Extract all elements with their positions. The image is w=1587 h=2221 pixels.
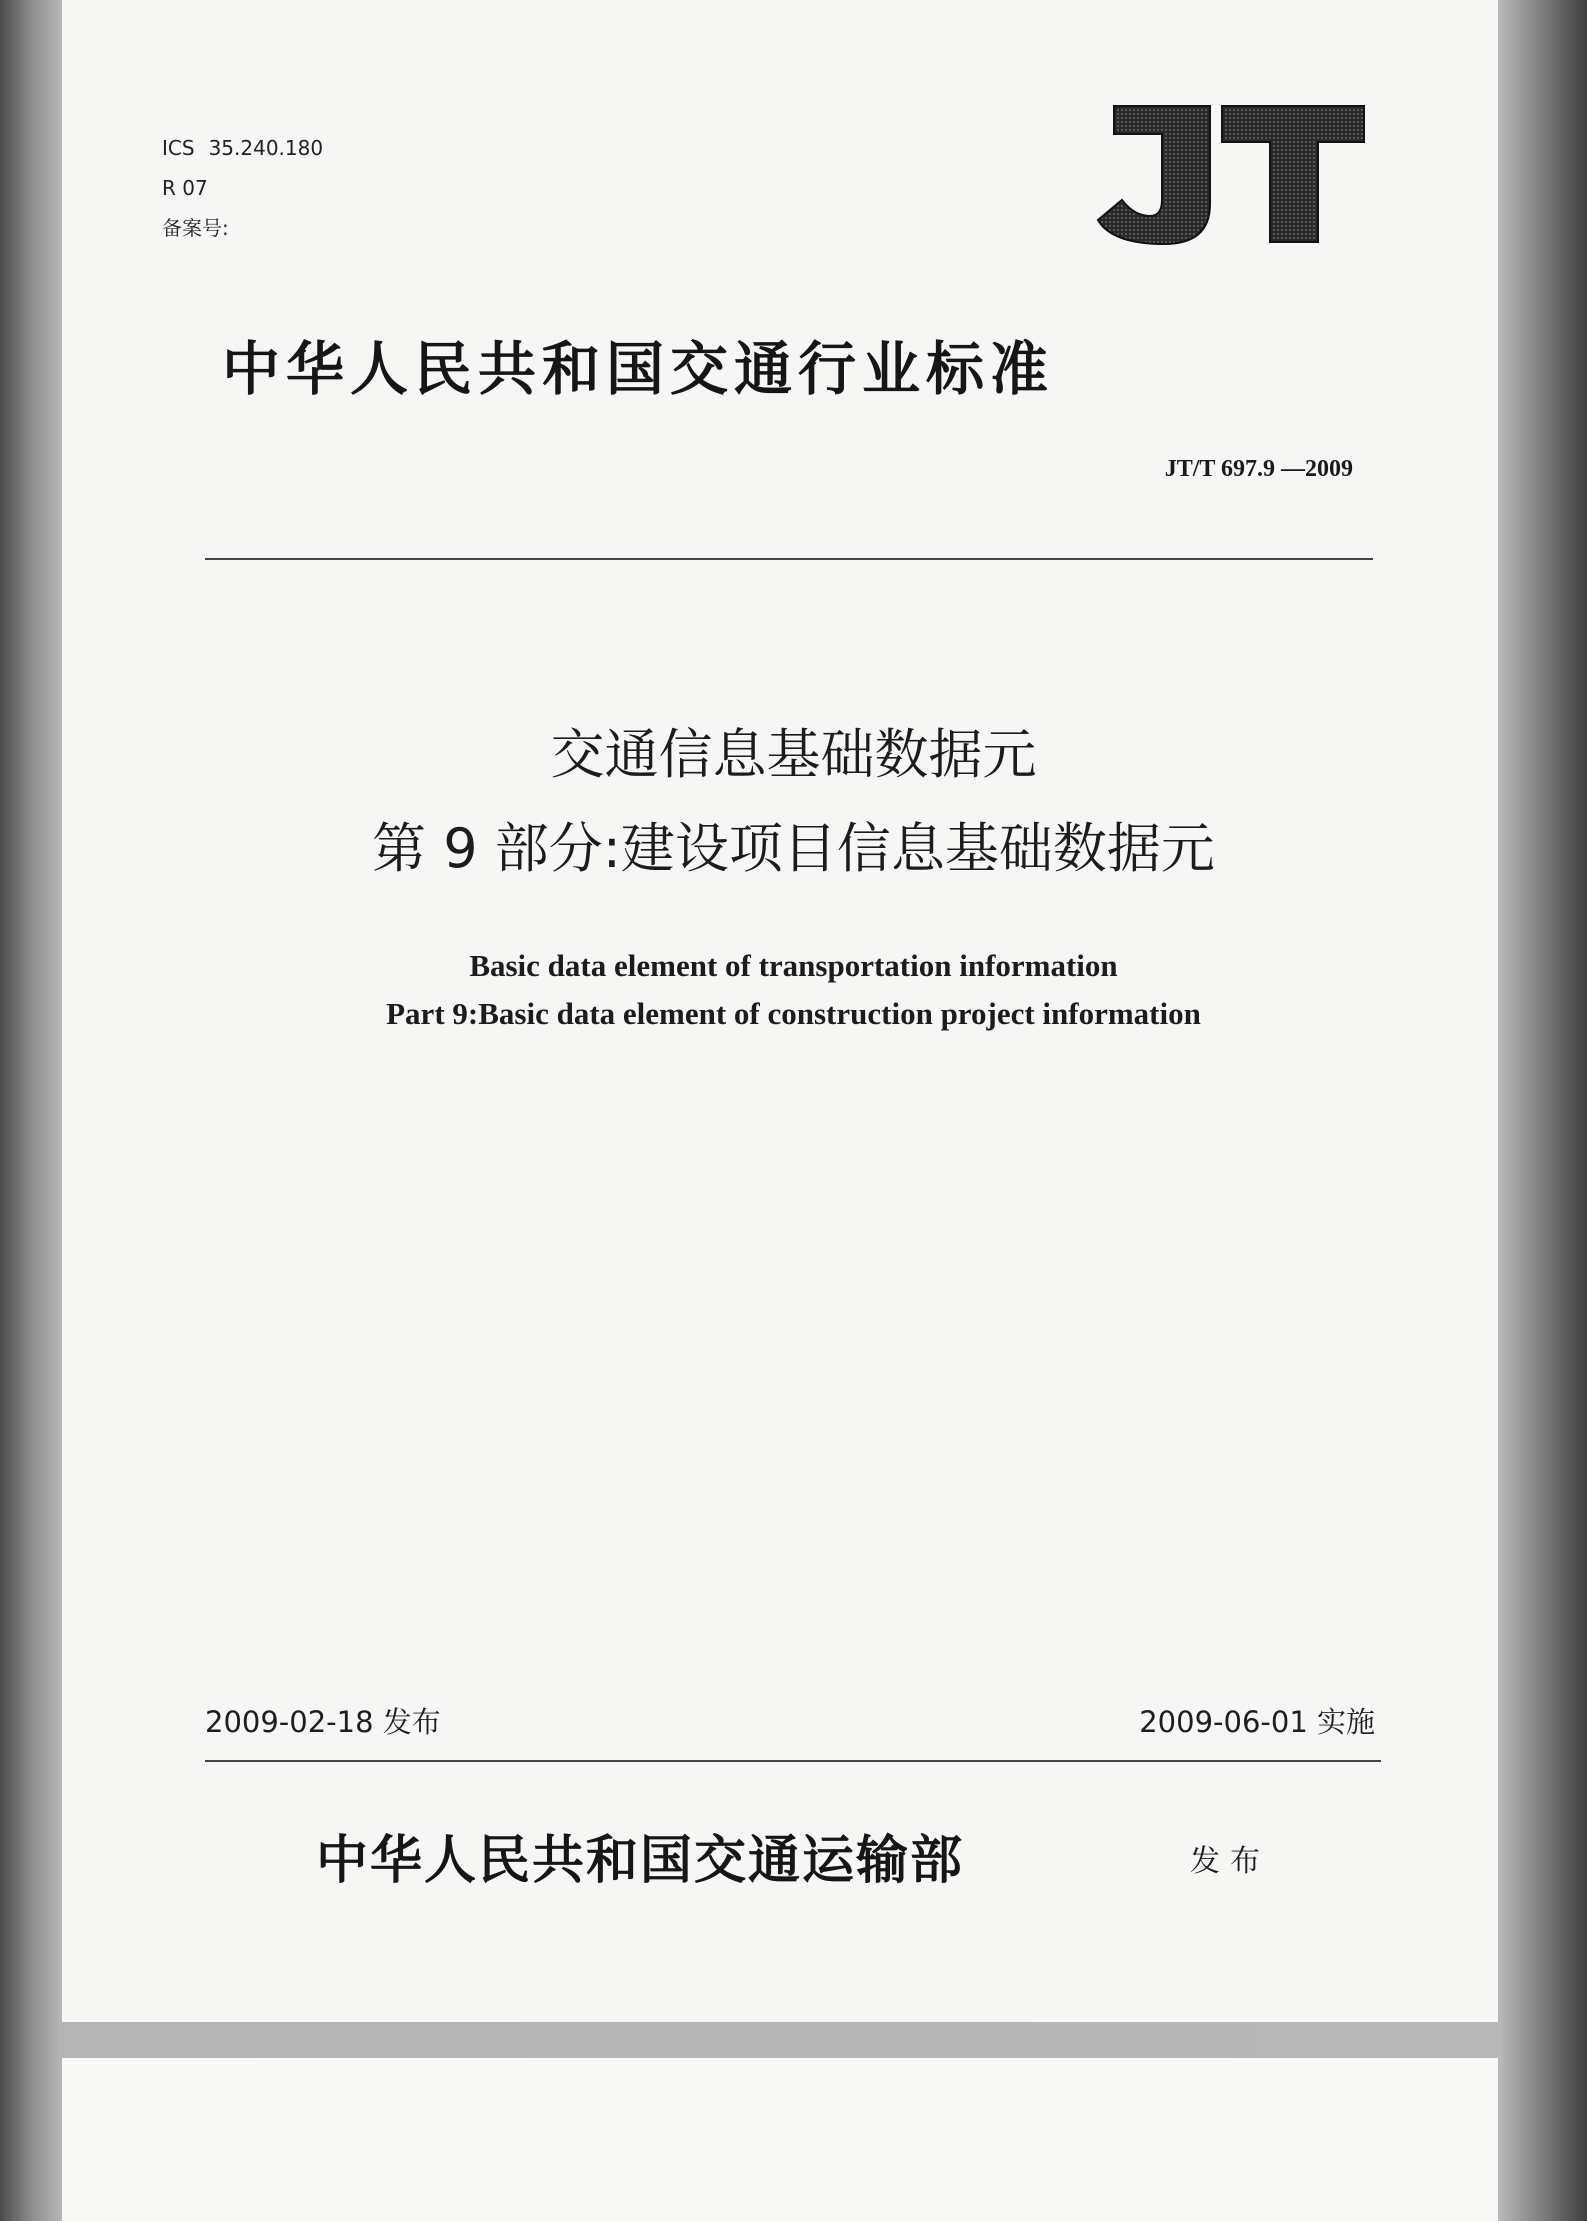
issuing-authority: 中华人民共和国交通运输部 (316, 1830, 965, 1891)
effective-date: 2009-06-01 实施 (1139, 1705, 1375, 1739)
english-title-line-2: Part 9:Basic data element of construction project information (386, 996, 1201, 1031)
ics-code: 35.240.180 (208, 136, 324, 160)
issuing-authority-suffix: 发布 (1190, 1844, 1270, 1879)
bottom-divider (205, 1760, 1381, 1762)
filing-number-label: 备案号: (162, 216, 229, 240)
chinese-title-line-1: 交通信息基础数据元 (550, 723, 1037, 786)
classification-block (162, 128, 323, 248)
issue-date: 2009-02-18 发布 (205, 1705, 441, 1739)
classification-code: R 07 (162, 176, 208, 200)
top-divider (205, 558, 1373, 560)
ics-line (162, 128, 323, 168)
jt-logo (1092, 100, 1368, 248)
chinese-title-line-2: 第 9 部分:建设项目信息基础数据元 (372, 817, 1215, 880)
standard-category-title: 中华人民共和国交通行业标准 (222, 335, 1055, 403)
english-title-line-1: Basic data element of transportation information (469, 948, 1118, 983)
ics-label: ICS (162, 136, 195, 160)
next-page (62, 2058, 1498, 2221)
standard-number: JT/T 697.9 —2009 (1164, 456, 1353, 482)
